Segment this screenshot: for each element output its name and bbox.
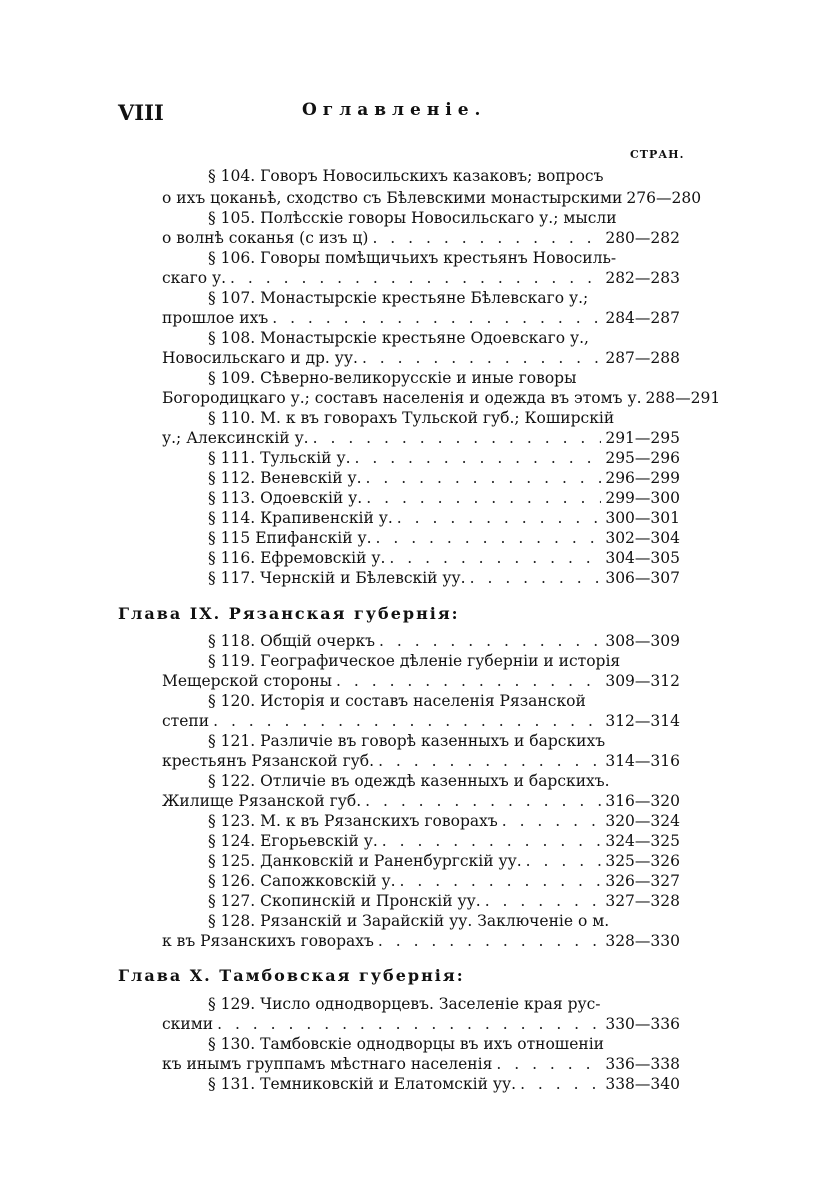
dot-leader [374, 751, 601, 771]
toc-entry-107-line1: § 107. Монастырскіе крестьяне Бѣлевскаго у.; [208, 289, 589, 307]
page-range: 287—288 [605, 349, 680, 367]
dot-leader [481, 891, 602, 911]
toc-entry-117: § 117. Чернскій и Бѣлевскій уу. . . . 306—307 [208, 568, 680, 588]
toc-entry-110-line1: § 110. М. к въ говорахъ Тульской губ.; Коширскій [208, 409, 615, 427]
page-range: 326—327 [605, 872, 680, 890]
dot-leader [209, 711, 601, 731]
dot-leader [351, 448, 602, 468]
dot-leader [362, 468, 602, 488]
page-range: 327—328 [605, 892, 680, 910]
toc-entry-115: § 115 Епифанскій у. . . . 302—304 [208, 528, 680, 548]
chapter-heading-x: Глава X. Тамбовская губернія: [118, 966, 465, 985]
dot-leader [268, 308, 601, 328]
toc-entry-105-line2: о волнѣ соканья (с изъ ц) . . . 280—282 [162, 228, 680, 248]
toc-entry-106-line2: скаго у. . . . 282—283 [162, 268, 680, 288]
page-range: 309—312 [605, 672, 680, 690]
page-range: 320—324 [605, 812, 680, 830]
toc-entry-118: § 118. Общій очеркъ . . . 308—309 [208, 631, 680, 651]
page-range: 312—314 [605, 712, 680, 730]
dot-leader [361, 791, 601, 811]
toc-entry-109-line1: § 109. Сѣверно-великорусскіе и иные говоры [208, 369, 577, 387]
toc-entry-122-line2: Жилище Рязанской губ. . . . 316—320 [162, 791, 680, 811]
dot-leader [375, 631, 601, 651]
running-title: Оглавленіе. [302, 100, 487, 120]
toc-entry-122-line1: § 122. Отличіе въ одеждѣ казенныхъ и барскихъ. [208, 772, 610, 790]
page-number: VIII [118, 100, 164, 125]
toc-entry-108-line2: Новосильскаго и др. уу. . . . 287—288 [162, 348, 680, 368]
toc-entry-107-line2: прошлое ихъ . . . 284—287 [162, 308, 680, 328]
toc-entry-130-line2: къ инымъ группамъ мѣстнаго населенія . . . 336—338 [162, 1054, 680, 1074]
dot-leader [368, 228, 601, 248]
toc-entry-104-line1: § 104. Говоръ Новосильскихъ казаковъ; вопросъ [208, 167, 604, 185]
page-range: 328—330 [605, 932, 680, 950]
dot-leader [516, 1074, 601, 1094]
dot-leader [393, 508, 602, 528]
page-range: 284—287 [605, 309, 680, 327]
chapter-heading-ix: Глава IX. Рязанская губернія: [118, 604, 460, 623]
toc-entry-129-line2: скими . . . 330—336 [162, 1014, 680, 1034]
toc-entry-120-line2: степи . . . 312—314 [162, 711, 680, 731]
toc-entry-128-line2: к въ Рязанскихъ говорахъ . . . 328—330 [162, 931, 680, 951]
dot-leader [466, 568, 602, 588]
dot-leader [498, 811, 602, 831]
dot-leader [522, 851, 602, 871]
dot-leader [372, 528, 602, 548]
toc-entry-119-line1: § 119. Географическое дѣленіе губерніи и исторія [208, 652, 621, 670]
toc-entry-126: § 126. Сапожковскій у. . . . 326—327 [208, 871, 680, 891]
toc-entry-112: § 112. Веневскій у. . . . 296—299 [208, 468, 680, 488]
toc-entry-128-line1: § 128. Рязанскій и Зарайскій уу. Заключеніе о м. [208, 912, 610, 930]
page-range: 280—282 [605, 229, 680, 247]
page-range: 276—280 [626, 189, 702, 207]
toc-entry-104-line2: о ихъ цоканьѣ, сходство съ Бѣлевскими монастырскими 276—280 [162, 189, 702, 207]
page-range: 314—316 [605, 752, 680, 770]
toc-entry-111: § 111. Тульскій у. . . . 295—296 [208, 448, 680, 468]
page-range: 325—326 [605, 852, 680, 870]
toc-entry-110-line2: у.; Алексинскій у. . . . 291—295 [162, 428, 680, 448]
toc-entry-114: § 114. Крапивенскій у. . . . 300—301 [208, 508, 680, 528]
dot-leader [385, 548, 601, 568]
dot-leader [332, 671, 601, 691]
dot-leader [396, 871, 602, 891]
toc-entry-127: § 127. Скопинскій и Пронскій уу. . . . 327—328 [208, 891, 680, 911]
page-range: 324—325 [605, 832, 680, 850]
dot-leader [378, 831, 602, 851]
toc-entry-129-line1: § 129. Число однодворцевъ. Заселеніе края рус- [208, 995, 601, 1013]
dot-leader [374, 931, 601, 951]
toc-entry-125: § 125. Данковскій и Раненбургскій уу. . . . 325—326 [208, 851, 680, 871]
page-range: 302—304 [605, 529, 680, 547]
page-range: 299—300 [605, 489, 680, 507]
dot-leader [362, 488, 601, 508]
toc-entry-130-line1: § 130. Тамбовскіе однодворцы въ ихъ отношеніи [208, 1035, 605, 1053]
page-range: 282—283 [605, 269, 680, 287]
toc-entry-109-line2: Богородицкаго у.; составъ населенія и одежда въ этомъ у. 288—291 [162, 389, 721, 407]
page-range: 330—336 [605, 1015, 680, 1033]
page-range: 316—320 [605, 792, 680, 810]
toc-entry-119-line2: Мещерской стороны . . . 309—312 [162, 671, 680, 691]
dot-leader [213, 1014, 601, 1034]
dot-leader [492, 1054, 601, 1074]
toc-entry-124: § 124. Егорьевскій у. . . . 324—325 [208, 831, 680, 851]
page-range: 338—340 [605, 1075, 680, 1093]
page-range: 336—338 [605, 1055, 680, 1073]
toc-entry-120-line1: § 120. Исторія и составъ населенія Рязанской [208, 692, 586, 710]
dot-leader [309, 428, 602, 448]
toc-entry-121-line2: крестьянъ Рязанской губ. . . . 314—316 [162, 751, 680, 771]
page-range: 308—309 [605, 632, 680, 650]
toc-entry-113: § 113. Одоевскій у. . . . 299—300 [208, 488, 680, 508]
toc-entry-123: § 123. М. к въ Рязанскихъ говорахъ . . . 320—324 [208, 811, 680, 831]
page-range: 296—299 [605, 469, 680, 487]
toc-entry-121-line1: § 121. Различіе въ говорѣ казенныхъ и барскихъ [208, 732, 606, 750]
toc-entry-106-line1: § 106. Говоры помѣщичьихъ крестьянъ Новосиль- [208, 249, 617, 267]
toc-entry-105-line1: § 105. Полѣсскіе говоры Новосильскаго у.; мысли [208, 209, 617, 227]
page-range: 304—305 [605, 549, 680, 567]
dot-leader [358, 348, 601, 368]
toc-entry-131: § 131. Темниковскій и Елатомскій уу. . . . 338—340 [208, 1074, 680, 1094]
page-range: 288—291 [645, 389, 721, 407]
page-range: 291—295 [605, 429, 680, 447]
toc-entry-116: § 116. Ефремовскій у. . . . 304—305 [208, 548, 680, 568]
page-range: 306—307 [605, 569, 680, 587]
page-range: 295—296 [605, 449, 680, 467]
toc-entry-108-line1: § 108. Монастырскіе крестьяне Одоевскаго у., [208, 329, 589, 347]
dot-leader [226, 268, 601, 288]
page-range: 300—301 [605, 509, 680, 527]
pages-column-heading: СТРАН. [630, 148, 685, 161]
